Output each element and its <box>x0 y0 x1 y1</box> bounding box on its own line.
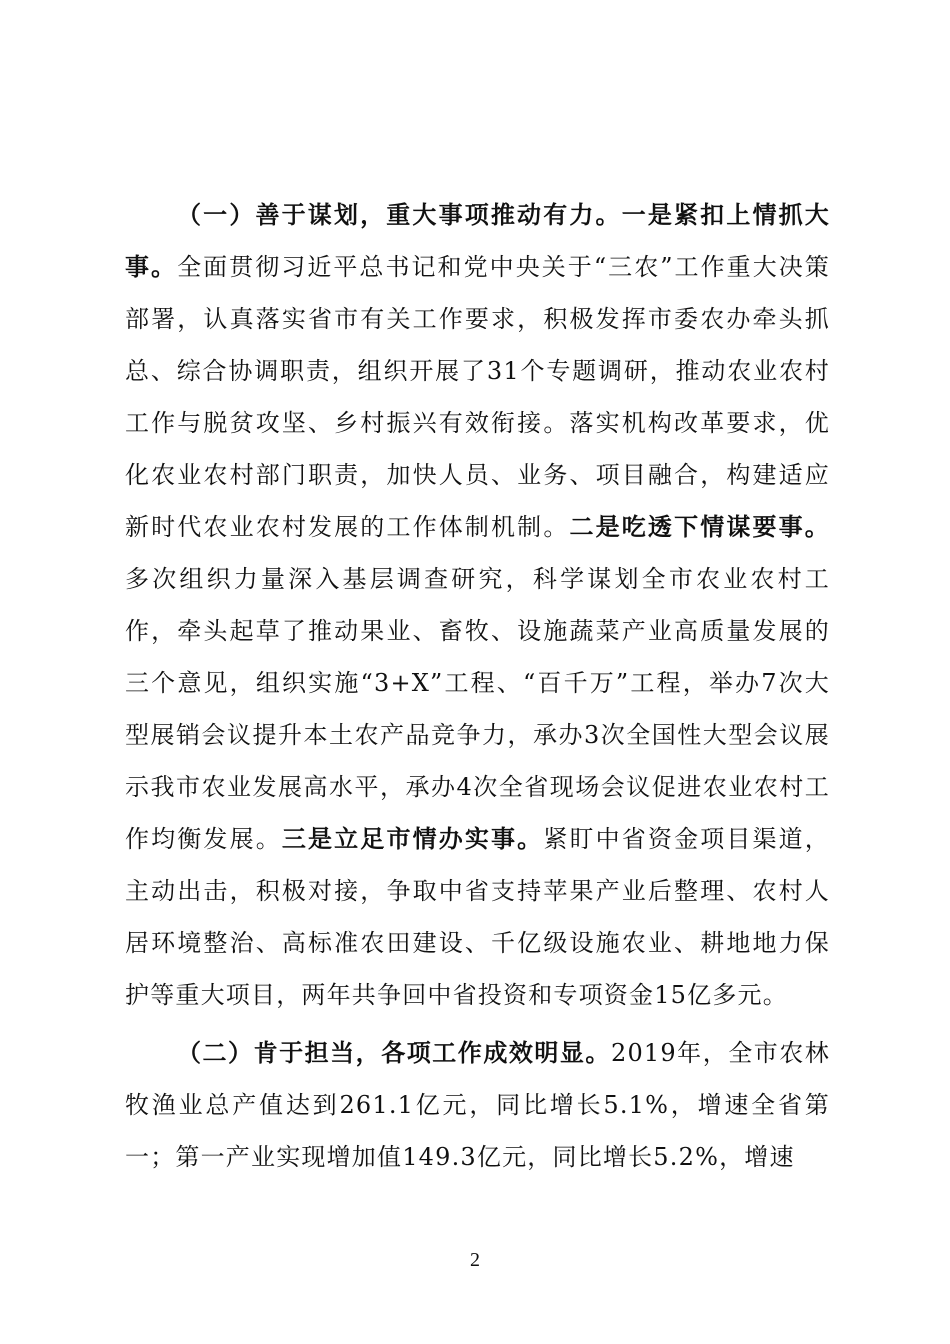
paragraph-1 <box>125 189 830 1021</box>
point-heading-1: 一是紧扣上情抓大事。 <box>125 201 830 281</box>
section-heading-2: （二）肯于担当，各项工作成效明显。 <box>177 1039 611 1067</box>
paragraph-text: 紧盯中省资金项目渠道，主动出击，积极对接，争取中省支持苹果产业后整理、农村人居环境整治、高标准农田建设、千亿级设施农业、耕地地力保护等重大项目，两年共争回中省投资和专项资金15亿多元。 <box>125 825 831 1009</box>
paragraph-text: 2019年，全市农林牧渔业总产值达到261.1亿元，同比增长5.1%，增速全省第一；第一产业实现增加值149.3亿元，同比增长5.2%，增速 <box>125 1039 831 1171</box>
point-heading-3: 三是立足市情办实事。 <box>281 825 544 853</box>
document-body <box>125 189 830 1183</box>
section-heading-1: （一）善于谋划，重大事项推动有力。 <box>177 201 622 229</box>
paragraph-2 <box>125 1027 830 1183</box>
point-heading-2: 二是吃透下情谋要事。 <box>569 513 830 541</box>
page-number: 2 <box>470 1249 480 1271</box>
paragraph-text: 全面贯彻习近平总书记和党中央关于“三农”工作重大决策部署，认真落实省市有关工作要求，积极发挥市委农办牵头抓总、综合协调职责，组织开展了31个专题调研，推动农业农村工作与脱贫攻坚、乡村振兴有效衔接。落实机构改革要求，优化农业农村部门职责，加快人员、业务、项目融合，构建适应新时代农业农村发展的工作体制机制。 <box>125 253 830 541</box>
paragraph-text: 多次组织力量深入基层调查研究，科学谋划全市农业农村工作，牵头起草了推动果业、畜牧、设施蔬菜产业高质量发展的三个意见，组织实施“3+X”工程、“百千万”工程，举办7次大型展销会议提升本土农产品竞争力，承办3次全国性大型会议展示我市农业发展高水平，承办4次全省现场会议促进农业农村工作均衡发展。 <box>125 565 830 853</box>
